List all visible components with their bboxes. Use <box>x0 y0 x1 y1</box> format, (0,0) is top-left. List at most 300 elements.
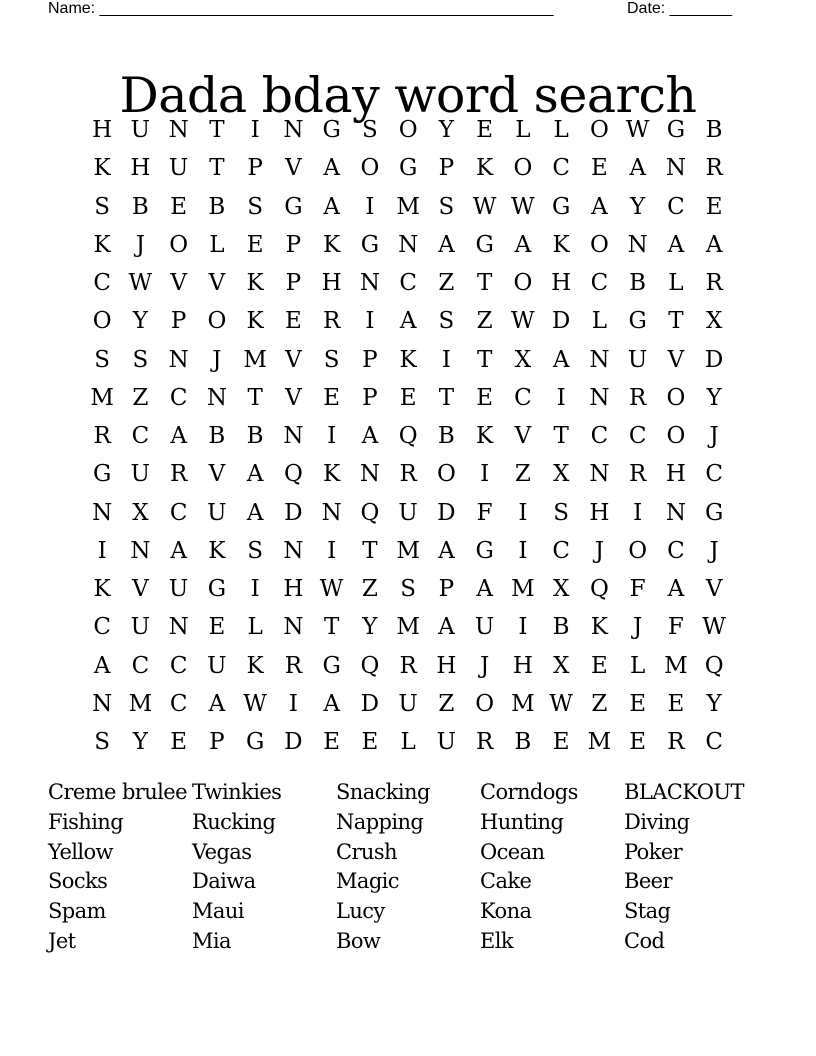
grid-cell: F <box>476 499 493 526</box>
grid-cell: P <box>438 576 455 603</box>
grid-cell: N <box>206 384 227 411</box>
grid-cell: R <box>284 652 303 679</box>
grid-cell: I <box>556 384 566 411</box>
grid-cell: I <box>365 193 375 220</box>
grid-cell: Q <box>360 652 380 679</box>
grid-cell: E <box>476 384 494 411</box>
grid-cell: E <box>208 614 226 641</box>
grid-cell: C <box>399 270 417 297</box>
grid-cell: W <box>549 690 573 717</box>
grid-cell: L <box>629 652 646 679</box>
grid-cell: R <box>93 423 111 450</box>
grid-cell: A <box>170 537 187 564</box>
grid-cell: A <box>438 231 455 258</box>
grid-cell: K <box>323 461 341 488</box>
grid-cell: K <box>246 308 264 335</box>
grid-cell: M <box>511 690 535 717</box>
grid-cell: Y <box>132 729 148 756</box>
word-list-item: Crush <box>336 839 397 864</box>
grid-cell: B <box>208 193 226 220</box>
grid-cell: C <box>590 423 609 450</box>
word-list-item: Maui <box>192 899 244 924</box>
grid-cell: C <box>169 499 188 526</box>
grid-cell: N <box>168 614 189 641</box>
grid-cell: A <box>323 690 340 717</box>
grid-cell: R <box>705 270 723 297</box>
grid-cell: J <box>633 614 643 641</box>
grid-cell: G <box>322 117 341 144</box>
grid-cell: S <box>247 537 263 564</box>
grid-cell: V <box>208 461 226 488</box>
grid-cell: U <box>207 652 227 679</box>
grid-cell: I <box>250 576 260 603</box>
grid-cell: J <box>594 537 604 564</box>
grid-cell: L <box>400 729 416 756</box>
grid-cell: A <box>323 155 340 182</box>
grid-cell: N <box>589 346 610 373</box>
grid-cell: O <box>589 117 609 144</box>
grid-cell: A <box>361 423 379 450</box>
grid-cell: V <box>208 270 226 297</box>
grid-cell: V <box>514 423 532 450</box>
grid-cell: S <box>94 346 110 373</box>
grid-cell: L <box>247 614 263 641</box>
grid-cell: I <box>365 308 375 335</box>
grid-cell: E <box>284 308 302 335</box>
grid-cell: R <box>399 652 417 679</box>
grid-cell: D <box>437 499 456 526</box>
grid-cell: W <box>472 193 497 220</box>
grid-cell: W <box>511 308 535 335</box>
grid-cell: U <box>207 499 227 526</box>
grid-cell: W <box>243 690 267 717</box>
word-list-item: Vegas <box>192 839 252 864</box>
grid-cell: U <box>168 576 189 603</box>
grid-cell: S <box>361 117 378 144</box>
grid-cell: O <box>398 117 418 144</box>
grid-cell: P <box>438 155 455 182</box>
word-list <box>48 778 768 957</box>
word-list-item: Corndogs <box>480 780 578 804</box>
word-list-item: Kona <box>480 899 532 924</box>
grid-cell: E <box>629 690 647 717</box>
grid-cell: O <box>92 308 112 335</box>
grid-cell: Y <box>630 193 646 220</box>
grid-cell: V <box>667 346 685 373</box>
grid-cell: P <box>170 308 187 335</box>
letter-grid <box>83 111 733 761</box>
grid-cell: N <box>665 155 686 182</box>
grid-cell: A <box>438 614 455 641</box>
grid-cell: R <box>475 729 494 756</box>
word-list-item: Spam <box>48 899 106 924</box>
grid-cell: B <box>514 729 532 756</box>
grid-cell: Y <box>438 117 454 144</box>
grid-cell: D <box>284 499 303 526</box>
grid-cell: G <box>551 193 571 220</box>
grid-cell: O <box>169 231 189 258</box>
grid-cell: G <box>92 461 112 488</box>
word-list-item: Lucy <box>336 899 385 924</box>
grid-cell: V <box>285 384 302 411</box>
word-list-item: Mia <box>192 928 231 953</box>
grid-cell: T <box>323 614 340 641</box>
grid-cell: R <box>322 308 341 335</box>
grid-cell: E <box>323 729 341 756</box>
grid-cell: S <box>323 346 340 373</box>
grid-cell: A <box>438 537 455 564</box>
word-list-item: Bow <box>336 928 381 953</box>
grid-cell: G <box>475 231 494 258</box>
grid-cell: X <box>514 346 532 373</box>
grid-cell: T <box>438 384 455 411</box>
grid-cell: T <box>476 346 493 373</box>
grid-cell: T <box>209 155 225 182</box>
grid-cell: Q <box>283 461 303 488</box>
grid-cell: C <box>131 652 150 679</box>
grid-cell: H <box>589 499 610 526</box>
grid-cell: L <box>668 270 684 297</box>
grid-cell: X <box>132 499 149 526</box>
grid-cell: X <box>705 308 723 335</box>
grid-cell: H <box>551 270 572 297</box>
grid-cell: N <box>283 117 304 144</box>
grid-cell: A <box>170 423 187 450</box>
grid-cell: L <box>515 117 531 144</box>
grid-cell: K <box>208 537 226 564</box>
grid-cell: A <box>629 155 646 182</box>
grid-cell: K <box>323 231 341 258</box>
grid-cell: Z <box>476 308 493 335</box>
grid-cell: P <box>247 155 263 182</box>
grid-cell: C <box>169 690 188 717</box>
word-list-item: Yellow <box>48 839 113 864</box>
grid-cell: T <box>553 423 569 450</box>
grid-cell: K <box>590 614 608 641</box>
grid-cell: K <box>93 155 111 182</box>
grid-cell: R <box>628 384 647 411</box>
grid-cell: C <box>667 193 685 220</box>
grid-cell: W <box>625 117 650 144</box>
grid-cell: L <box>553 117 569 144</box>
word-list-item: BLACKOUT <box>624 780 744 804</box>
grid-cell: A <box>667 576 685 603</box>
grid-cell: J <box>212 346 222 373</box>
word-list-item: Daiwa <box>192 869 256 894</box>
grid-cell: U <box>398 690 418 717</box>
date-field-label: Date: _______ <box>627 0 732 17</box>
grid-cell: O <box>207 308 227 335</box>
grid-cell: S <box>438 308 455 335</box>
grid-cell: M <box>664 652 688 679</box>
grid-cell: C <box>93 270 111 297</box>
grid-cell: K <box>399 346 417 373</box>
grid-cell: Y <box>706 384 722 411</box>
grid-cell: E <box>667 690 685 717</box>
grid-cell: I <box>250 117 260 144</box>
grid-cell: P <box>209 729 225 756</box>
grid-cell: A <box>208 690 226 717</box>
word-list-item: Diving <box>624 809 690 834</box>
grid-cell: A <box>93 652 111 679</box>
grid-cell: C <box>552 155 570 182</box>
grid-cell: A <box>705 231 723 258</box>
grid-cell: F <box>667 614 684 641</box>
grid-cell: J <box>709 537 719 564</box>
grid-cell: H <box>130 155 151 182</box>
grid-cell: F <box>629 576 646 603</box>
grid-cell: U <box>627 346 648 373</box>
grid-cell: A <box>476 576 493 603</box>
page-title: Dada bday word search <box>119 66 697 124</box>
word-list-item: Cod <box>624 928 665 953</box>
grid-cell: D <box>284 729 303 756</box>
grid-cell: E <box>323 384 341 411</box>
grid-cell: A <box>591 193 608 220</box>
grid-cell: C <box>131 423 150 450</box>
grid-cell: M <box>243 346 267 373</box>
word-list-item: Stag <box>624 899 671 924</box>
grid-cell: Z <box>438 690 455 717</box>
grid-cell: I <box>327 423 337 450</box>
grid-cell: G <box>360 231 380 258</box>
grid-cell: M <box>511 576 535 603</box>
grid-cell: W <box>702 614 726 641</box>
grid-cell: N <box>92 499 113 526</box>
word-list-item: Magic <box>336 869 399 894</box>
grid-cell: U <box>436 729 457 756</box>
word-list-item: Creme brulee <box>48 780 187 804</box>
grid-cell: M <box>90 384 114 411</box>
grid-cell: S <box>553 499 569 526</box>
grid-cell: E <box>170 193 188 220</box>
grid-cell: O <box>436 461 456 488</box>
grid-cell: O <box>513 155 533 182</box>
grid-cell: G <box>666 117 686 144</box>
grid-cell: T <box>362 537 378 564</box>
grid-cell: H <box>283 576 304 603</box>
grid-cell: V <box>285 346 302 373</box>
grid-cell: E <box>476 117 494 144</box>
grid-cell: E <box>552 729 570 756</box>
word-list-item: Fishing <box>48 809 124 834</box>
grid-cell: E <box>629 729 647 756</box>
grid-cell: Q <box>398 423 418 450</box>
word-list-item: Hunting <box>480 809 564 834</box>
grid-cell: E <box>399 384 417 411</box>
grid-cell: U <box>168 155 189 182</box>
grid-cell: M <box>587 729 612 756</box>
grid-cell: G <box>475 537 494 564</box>
grid-cell: E <box>705 193 723 220</box>
grid-cell: L <box>209 231 225 258</box>
grid-cell: O <box>666 384 686 411</box>
grid-cell: R <box>705 155 723 182</box>
grid-cell: T <box>476 270 493 297</box>
grid-cell: S <box>438 193 455 220</box>
grid-cell: N <box>589 461 610 488</box>
grid-cell: O <box>666 423 686 450</box>
grid-cell: K <box>246 652 264 679</box>
grid-cell: A <box>323 193 340 220</box>
grid-cell: C <box>514 384 532 411</box>
grid-cell: C <box>93 614 111 641</box>
grid-cell: W <box>319 576 344 603</box>
grid-cell: N <box>168 346 189 373</box>
grid-cell: N <box>627 231 648 258</box>
grid-cell: N <box>398 231 419 258</box>
word-list-item: Twinkies <box>192 780 282 804</box>
grid-cell: R <box>399 461 417 488</box>
word-list-item: Snacking <box>336 780 430 804</box>
grid-cell: A <box>667 231 685 258</box>
grid-cell: I <box>518 614 528 641</box>
grid-cell: G <box>704 499 724 526</box>
grid-cell: K <box>476 155 494 182</box>
grid-cell: X <box>552 576 570 603</box>
grid-cell: P <box>362 346 378 373</box>
grid-cell: P <box>285 231 302 258</box>
grid-cell: O <box>589 231 609 258</box>
grid-cell: I <box>633 499 643 526</box>
grid-cell: K <box>93 576 111 603</box>
grid-cell: U <box>474 614 495 641</box>
name-field-label: Name: ___________________________________________________ <box>48 0 554 17</box>
word-list-item: Elk <box>480 928 513 953</box>
grid-cell: E <box>246 231 264 258</box>
grid-cell: U <box>130 614 151 641</box>
grid-cell: H <box>436 652 457 679</box>
grid-cell: K <box>552 231 570 258</box>
grid-cell: T <box>247 384 263 411</box>
grid-cell: V <box>705 576 723 603</box>
grid-cell: N <box>359 270 380 297</box>
grid-cell: O <box>360 155 380 182</box>
grid-cell: K <box>476 423 494 450</box>
grid-cell: G <box>284 193 303 220</box>
word-list-item: Ocean <box>480 839 545 864</box>
grid-cell: A <box>399 308 417 335</box>
grid-cell: E <box>590 155 608 182</box>
grid-cell: V <box>170 270 187 297</box>
grid-cell: S <box>400 576 416 603</box>
grid-cell: N <box>589 384 610 411</box>
grid-cell: N <box>92 690 113 717</box>
grid-cell: N <box>359 461 380 488</box>
grid-cell: N <box>283 614 304 641</box>
grid-cell: Q <box>360 499 380 526</box>
word-list-item: Poker <box>624 839 683 864</box>
grid-cell: D <box>551 308 571 335</box>
grid-cell: X <box>552 461 570 488</box>
grid-cell: H <box>321 270 342 297</box>
grid-cell: E <box>361 729 379 756</box>
grid-cell: G <box>245 729 265 756</box>
word-list-item: Cake <box>480 869 532 894</box>
grid-cell: S <box>94 729 110 756</box>
grid-cell: B <box>246 423 264 450</box>
grid-cell: T <box>209 117 225 144</box>
grid-cell: M <box>396 614 420 641</box>
grid-cell: Q <box>589 576 609 603</box>
grid-cell: O <box>628 537 648 564</box>
grid-cell: I <box>480 461 490 488</box>
grid-cell: Q <box>704 652 724 679</box>
grid-cell: X <box>552 652 570 679</box>
grid-cell: I <box>518 537 528 564</box>
word-list-item: Jet <box>48 928 76 953</box>
grid-cell: C <box>552 537 570 564</box>
grid-cell: J <box>709 423 719 450</box>
grid-cell: V <box>132 576 149 603</box>
grid-cell: K <box>93 231 111 258</box>
grid-cell: C <box>667 537 685 564</box>
grid-cell: B <box>437 423 455 450</box>
grid-cell: G <box>628 308 647 335</box>
grid-cell: C <box>169 652 188 679</box>
grid-cell: B <box>629 270 647 297</box>
grid-cell: C <box>705 461 723 488</box>
grid-cell: G <box>322 652 341 679</box>
grid-cell: N <box>130 537 151 564</box>
grid-cell: M <box>396 537 420 564</box>
grid-cell: U <box>398 499 418 526</box>
grid-cell: W <box>511 193 535 220</box>
grid-cell: C <box>590 270 609 297</box>
grid-cell: Z <box>438 270 455 297</box>
grid-cell: I <box>97 537 107 564</box>
grid-cell: Y <box>706 690 722 717</box>
grid-cell: L <box>591 308 608 335</box>
grid-cell: P <box>285 270 302 297</box>
grid-cell: H <box>512 652 533 679</box>
word-list-item: Rucking <box>192 809 276 834</box>
grid-cell: Y <box>132 308 148 335</box>
grid-cell: C <box>169 384 188 411</box>
grid-cell: U <box>130 461 151 488</box>
grid-cell: S <box>94 193 110 220</box>
grid-cell: A <box>246 461 264 488</box>
grid-cell: E <box>170 729 188 756</box>
grid-cell: B <box>208 423 226 450</box>
grid-cell: C <box>705 729 723 756</box>
grid-cell: N <box>168 117 189 144</box>
grid-cell: A <box>514 231 532 258</box>
grid-cell: N <box>283 537 304 564</box>
grid-cell: R <box>169 461 188 488</box>
grid-cell: I <box>518 499 528 526</box>
grid-cell: I <box>441 346 451 373</box>
grid-cell: R <box>628 461 647 488</box>
grid-cell: G <box>398 155 418 182</box>
grid-cell: D <box>704 346 724 373</box>
grid-cell: T <box>668 308 684 335</box>
grid-cell: S <box>247 193 263 220</box>
grid-cell: Z <box>514 461 531 488</box>
grid-cell: B <box>552 614 570 641</box>
grid-cell: G <box>207 576 227 603</box>
grid-cell: J <box>135 231 145 258</box>
grid-cell: M <box>128 690 153 717</box>
grid-cell: A <box>246 499 264 526</box>
grid-cell: U <box>130 117 151 144</box>
grid-cell: R <box>667 729 685 756</box>
grid-cell: A <box>552 346 570 373</box>
grid-cell: P <box>362 384 378 411</box>
grid-cell: N <box>321 499 342 526</box>
grid-cell: H <box>665 461 686 488</box>
grid-cell: V <box>285 155 302 182</box>
